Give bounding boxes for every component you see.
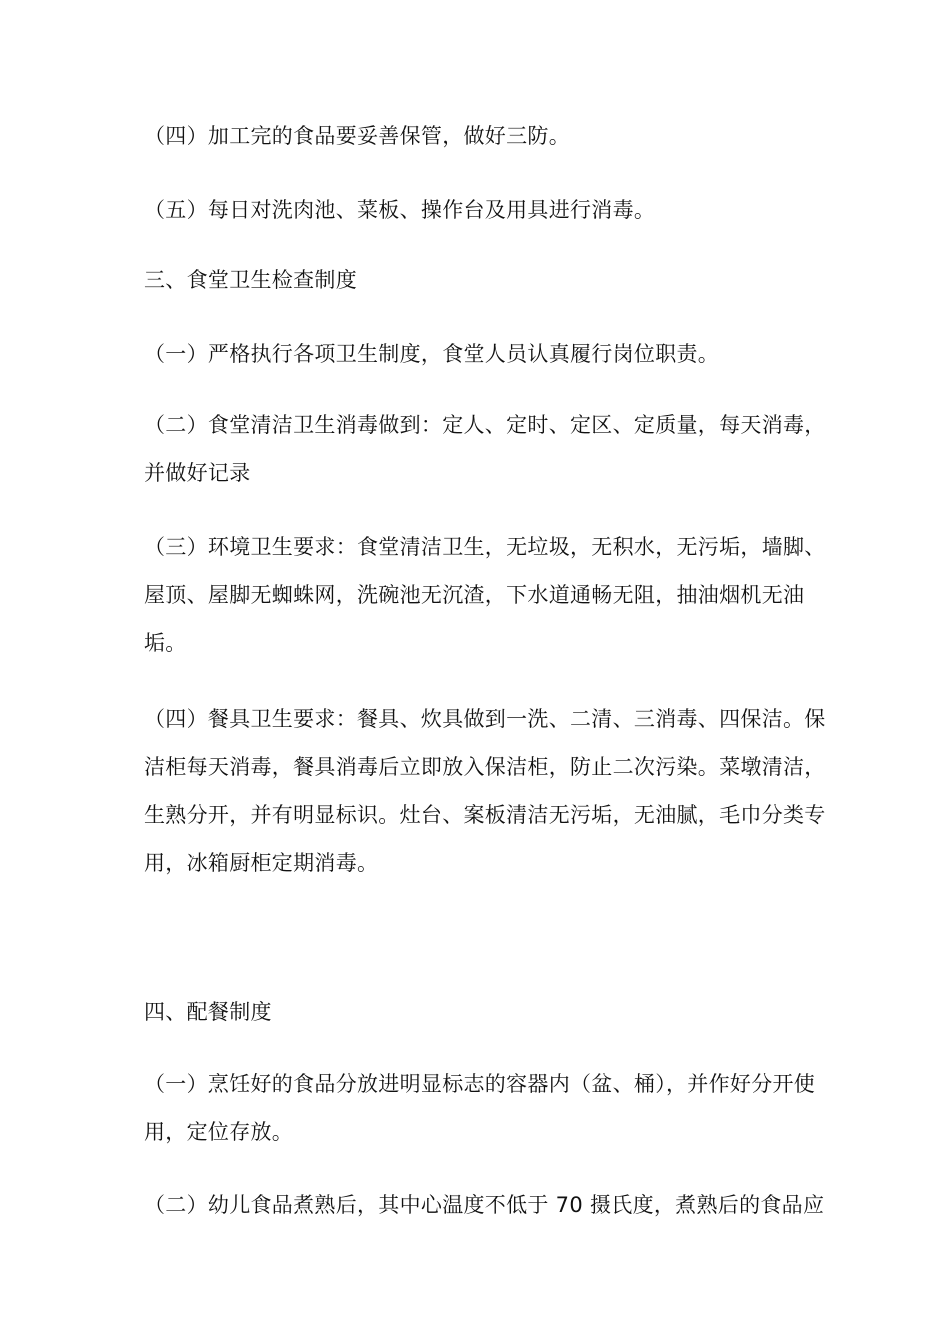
paragraph-disinfection: （五）每日对洗肉池、菜板、操作台及用具进行消毒。 [144,198,656,222]
paragraph-tableware-requirements: （四）餐具卫生要求：餐具、炊具做到一洗、二清、三消毒、四保洁。保洁柜每天消毒，餐具消毒后立即放入保洁柜，防止二次污染。菜墩清洁，生熟分开，并有明显标识。灶台、案板清洁无污垢，无油腻，毛巾分类专用，冰箱厨柜定期消毒。 [144,707,826,875]
paragraph-environment-requirements: （三）环境卫生要求：食堂清洁卫生，无垃圾，无积水，无污垢，墙脚、屋顶、屋脚无蜘蛛网，洗碗池无沉渣，下水道通畅无阻，抽油烟机无油垢。 [144,535,826,655]
paragraph-cleaning-duties: （二）食堂清洁卫生消毒做到：定人、定时、定区、定质量，每天消毒，并做好记录 [144,413,826,485]
paragraph-hygiene-rules: （一）严格执行各项卫生制度，食堂人员认真履行岗位职责。 [144,342,720,366]
section-heading-hygiene-inspection: 三、食堂卫生检查制度 [144,268,357,292]
paragraph-storage: （四）加工完的食品要妥善保管，做好三防。 [144,124,570,148]
paragraph-food-containers: （一）烹饪好的食品分放进明显标志的容器内（盆、桶），并作好分开使用，定位存放。 [144,1072,816,1144]
section-heading-meal-distribution: 四、配餐制度 [144,1000,272,1024]
paragraph-cooking-temperature: （二）幼儿食品煮熟后，其中心温度不低于 70 摄氏度，煮熟后的食品应 [144,1193,825,1217]
